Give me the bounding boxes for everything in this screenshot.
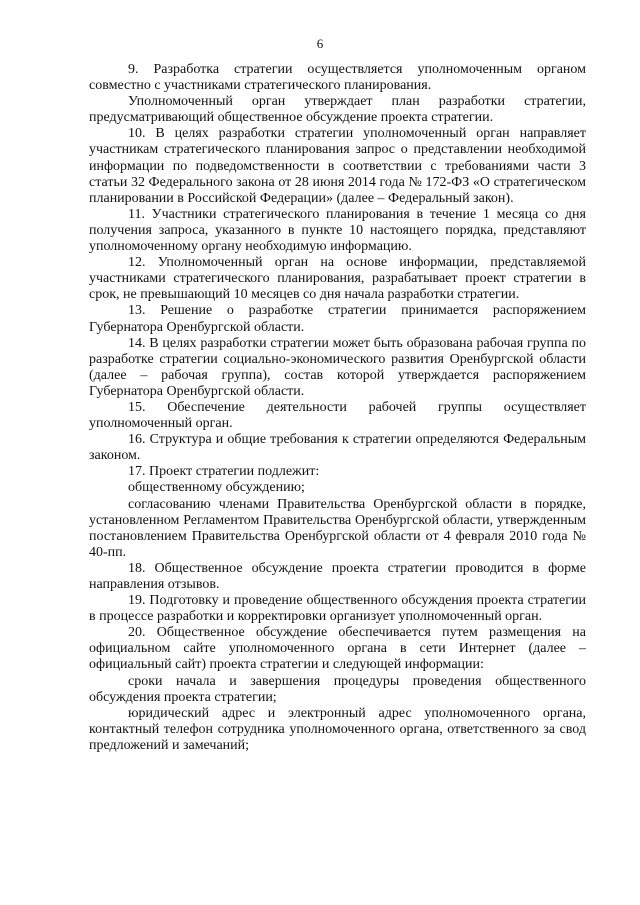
paragraph-19: 19. Подготовку и проведение общественного обсуждения проекта стратегии в процессе разработки и корректировки организует уполномоченный орган. [89, 593, 586, 625]
paragraph-20: 20. Общественное обсуждение обеспечивается путем размещения на официальном сайте уполномоченного органа в сети Интернет (далее – официальный сайт) проекта стратегии и следующей информации: [89, 625, 586, 673]
paragraph-13: 13. Решение о разработке стратегии принимается распоряжением Губернатора Оренбургской области. [89, 303, 586, 335]
paragraph-17: 17. Проект стратегии подлежит: [128, 464, 320, 480]
paragraph-20-item-1: сроки начала и завершения процедуры проведения общественного обсуждения проекта стратегии; [89, 673, 586, 705]
paragraph-11: 11. Участники стратегического планирования в течение 1 месяца со дня получения запроса, указанного в пункте 10 настоящего порядка, представляют уполномоченному органу необходимую информацию. [89, 206, 586, 255]
paragraph-9-plan: Уполномоченный орган утверждает план разработки стратегии, предусматривающий общественное обсуждение проекта стратегии. [89, 94, 586, 126]
paragraph-20-item-2: юридический адрес и электронный адрес уполномоченного органа, контактный телефон сотрудника уполномоченного органа, ответственного за свод предложений и замечаний; [89, 705, 586, 753]
page-number: 6 [316, 36, 324, 51]
paragraph-15: 15. Обеспечение деятельности рабочей группы осуществляет уполномоченный орган. [89, 399, 586, 432]
paragraph-17-item-1: общественному обсуждению; [128, 480, 305, 496]
paragraph-12: 12. Уполномоченный орган на основе информации, представляемой участниками стратегического планирования, разрабатывает проект стратегии в срок, не превышающий 10 месяцев со дня начала разработки стратегии. [89, 255, 586, 303]
paragraph-14: 14. В целях разработки стратегии может быть образована рабочая группа по разработке стратегии социально-экономического развития Оренбургской области (далее – рабочая группа), состав которой утверждается распоряжением Губернатора Оренбургской области. [89, 335, 586, 399]
paragraph-16: 16. Структура и общие требования к стратегии определяются Федеральным законом. [89, 432, 586, 464]
document-body [89, 62, 586, 754]
paragraph-18: 18. Общественное обсуждение проекта стратегии проводится в форме направления отзывов. [89, 560, 586, 592]
paragraph-10: 10. В целях разработки стратегии уполномоченный орган направляет участникам стратегического планирования запрос о представлении необходимой информации по подведомственности в соответствии с требованиями части 3 статьи 32 Федерального закона от 28 июня 2014 года № 172-ФЗ «О стратегическом планировании в Российской Федерации» (далее – Федеральный закон). [89, 126, 586, 206]
paragraph-17-item-2: согласованию членами Правительства Оренбургской области в порядке, установленном Регламентом Правительства Оренбургской области, утвержденным постановлением Правительства Оренбургской области от 4 февраля 2010 года № 40-пп. [89, 496, 586, 560]
paragraph-9: 9. Разработка стратегии осуществляется уполномоченным органом совместно с участниками стратегического планирования. [89, 62, 586, 94]
